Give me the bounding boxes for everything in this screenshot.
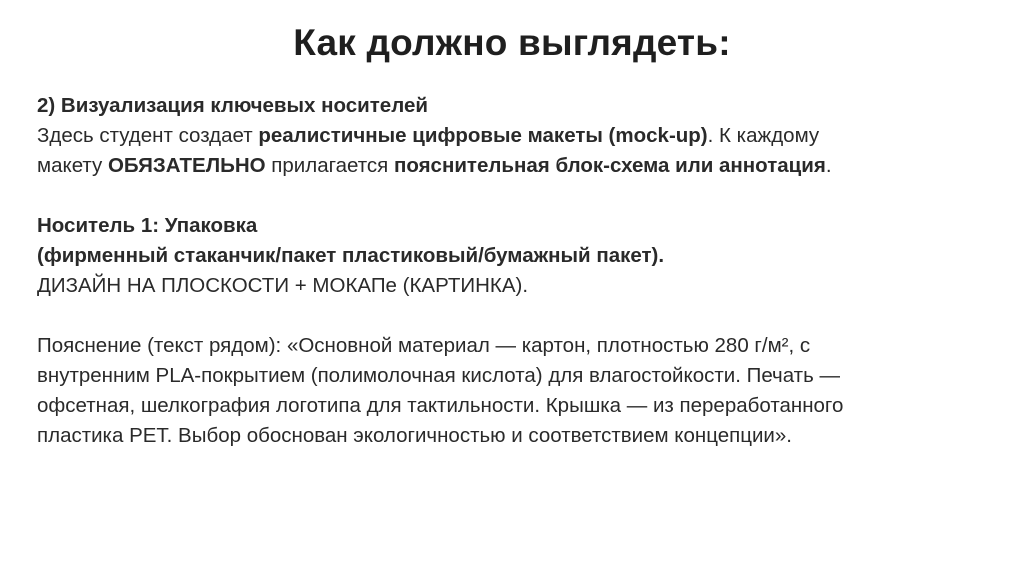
- intro-emphasis: пояснительная блок-схема или аннотация: [393, 154, 826, 177]
- intro-emphasis: реалистичные цифровые макеты (mock-up): [258, 124, 708, 147]
- spacer: [37, 301, 987, 331]
- spacer: [37, 181, 987, 211]
- intro-text: Здесь студент создает: [37, 124, 259, 147]
- explanation-line-4: пластика PET. Выбор обоснован экологичностью и соответствием концепции».: [37, 424, 792, 447]
- slide-title: Как должно выглядеть:: [293, 22, 731, 63]
- intro-text: прилагается: [265, 154, 394, 177]
- explanation-line-3: офсетная, шелкография логотипа для тактильности. Крышка — из переработанного: [37, 394, 844, 417]
- explanation-line-1: Пояснение (текст рядом): «Основной материал — картон, плотностью 280 г/м², с: [37, 334, 811, 357]
- carrier-heading: Носитель 1: Упаковка: [37, 214, 258, 237]
- intro-line-1: [37, 121, 987, 151]
- carrier-subheading: (фирменный стаканчик/пакет пластиковый/бумажный пакет).: [37, 244, 665, 267]
- intro-text: макету: [37, 154, 108, 177]
- explanation-line-2: внутренним PLA-покрытием (полимолочная кислота) для влагостойкости. Печать —: [37, 364, 840, 387]
- slide-body: [37, 91, 987, 451]
- intro-text: .: [825, 154, 832, 177]
- intro-text: . К каждому: [707, 124, 820, 147]
- carrier-design-note: ДИЗАЙН НА ПЛОСКОСТИ + МОКАПе (КАРТИНКА).: [37, 274, 529, 297]
- intro-emphasis: ОБЯЗАТЕЛЬНО: [107, 154, 266, 177]
- intro-line-2: [37, 151, 987, 181]
- section-heading: 2) Визуализация ключевых носителей: [37, 94, 428, 117]
